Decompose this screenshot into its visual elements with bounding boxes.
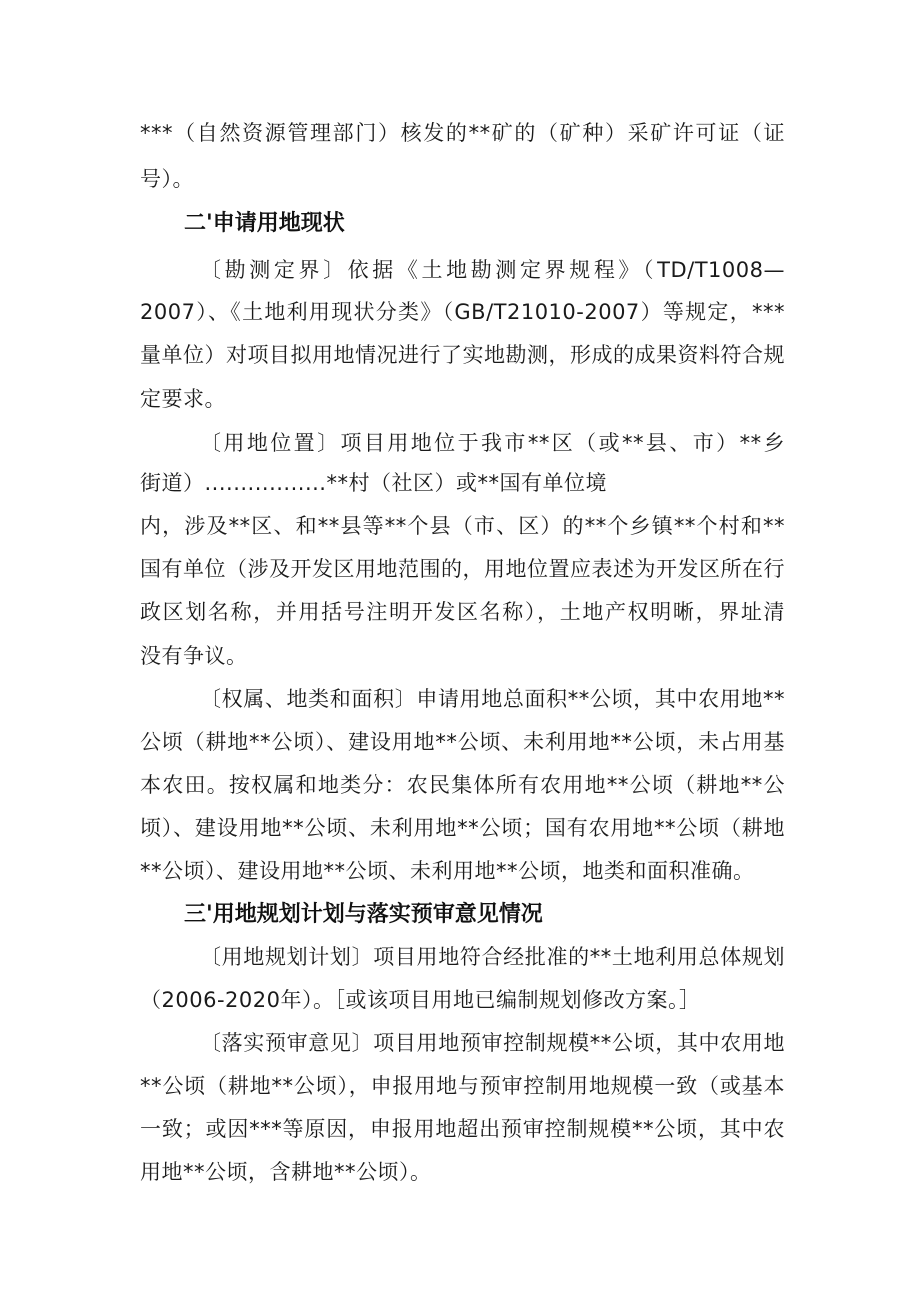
body-line: （2006-2020年）。［或该项目用地已编制规划修改方案。］ [140, 988, 701, 1012]
body-line: 国有单位（涉及开发区用地范围的，用地位置应表述为开发区所在行 [140, 557, 785, 581]
body-line: 一致；或因***等原因，申报用地超出预审控制规模**公顷，其中农 [140, 1117, 785, 1141]
body-line: 〔用地规划计划〕项目用地符合经批准的**土地利用总体规划 [200, 945, 785, 969]
section-heading: 二'申请用地现状 [184, 211, 345, 236]
body-line: **公顷（耕地**公顷），申报用地与预审控制用地规模一致（或基本 [140, 1074, 785, 1098]
section-heading: 三'用地规划计划与落实预审意见情况 [184, 902, 543, 927]
body-line: 〔落实预审意见〕项目用地预审控制规模**公顷，其中农用地 [200, 1031, 785, 1055]
body-line: 〔勘测定界〕依据《土地勘测定界规程》（TD/T1008— [200, 258, 785, 282]
body-line: 本农田。按权属和地类分：农民集体所有农用地**公顷（耕地**公 [140, 773, 785, 797]
body-line: 量单位）对项目拟用地情况进行了实地勘测，形成的成果资料符合规 [140, 343, 785, 367]
body-line: ***（自然资源管理部门）核发的**矿的（矿种）采矿许可证（证 [140, 121, 785, 145]
body-line: 定要求。 [140, 387, 226, 411]
body-line: 〔权属、地类和面积〕申请用地总面积**公顷，其中农用地** [200, 687, 785, 711]
body-line: 〔用地位置〕项目用地位于我市**区（或**县、市）**乡 [200, 431, 785, 455]
body-line: 街道）.................**村（社区）或**国有单位境 [140, 471, 607, 495]
body-line: 用地**公顷，含耕地**公顷）。 [140, 1160, 432, 1184]
body-line: 顷）、建设用地**公顷、未利用地**公顷；国有农用地**公顷（耕地 [140, 816, 785, 840]
body-line: 2007）、《土地利用现状分类》（GB/T21010-2007）等规定，*** [140, 300, 785, 324]
body-line: **公顷）、建设用地**公顷、未利用地**公顷，地类和面积准确。 [140, 859, 755, 883]
body-line: 公顷（耕地**公顷）、建设用地**公顷、未利用地**公顷，未占用基 [140, 730, 785, 754]
body-line: 号）。 [140, 167, 194, 191]
body-line: 政区划名称，并用括号注明开发区名称），土地产权明晰，界址清 [140, 600, 785, 624]
body-line: 没有争议。 [140, 644, 248, 668]
body-line: 内，涉及**区、和**县等**个县（市、区）的**个乡镇**个村和** [140, 514, 785, 538]
